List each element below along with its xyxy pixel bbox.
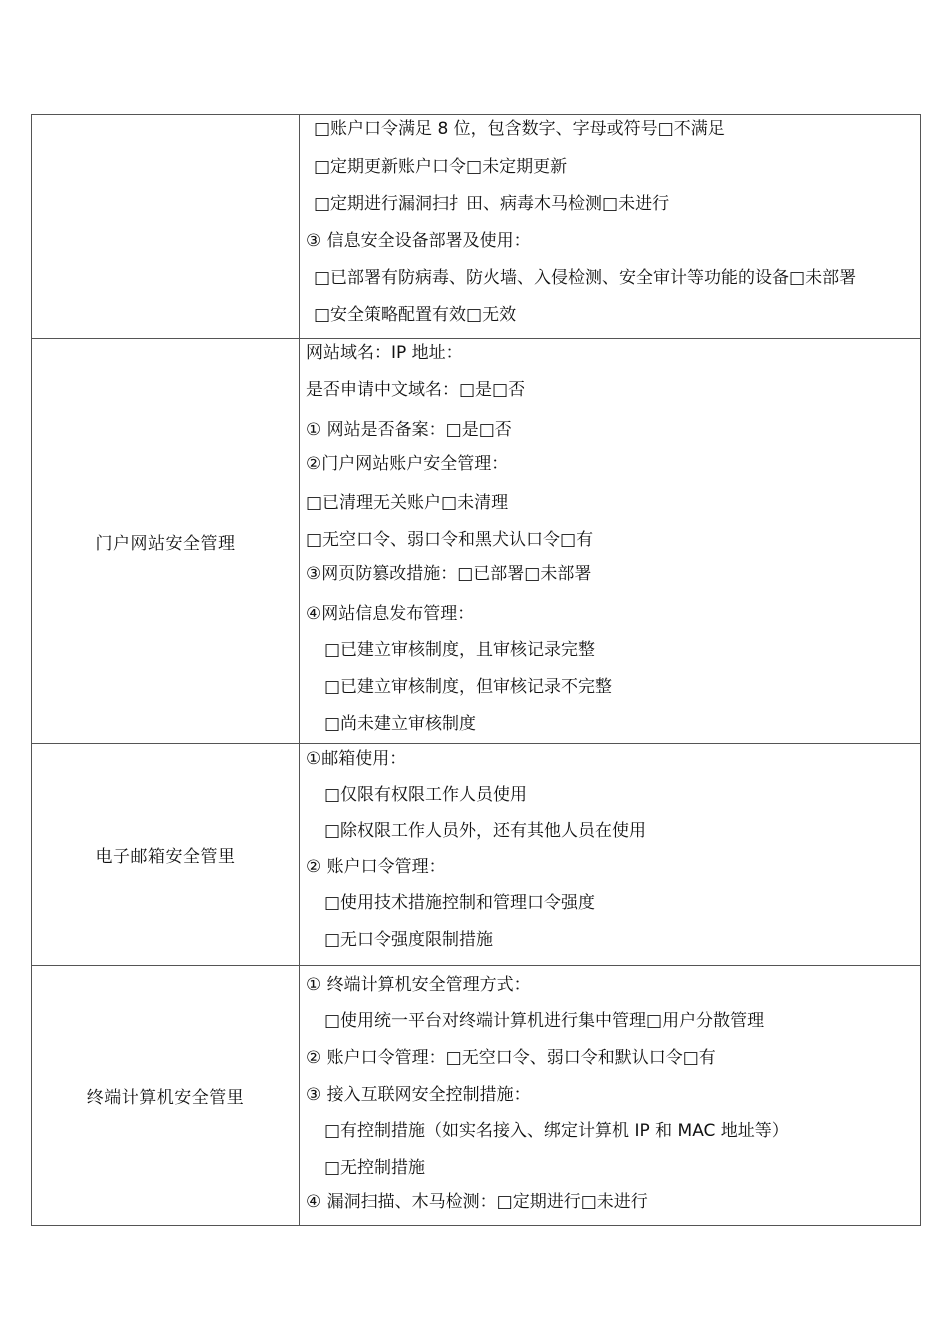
- checklist-line: □使用技术措施控制和管理口令强度: [324, 893, 596, 913]
- checklist-line: ② 账户口令管理：□无空口令、弱口令和默认口令□有: [306, 1048, 716, 1068]
- row-label-email: 电子邮箱安全管里: [32, 744, 300, 966]
- row-label-terminal-computer: 终端计算机安全管里: [32, 966, 300, 1226]
- row-label: [32, 115, 300, 339]
- row-content: [300, 115, 921, 339]
- checklist-line: □无空口令、弱口令和黑犬认口令□有: [306, 530, 594, 550]
- table-row: [32, 115, 921, 339]
- checklist-line: □无控制措施: [324, 1158, 426, 1178]
- checklist-line: 网站域名：IP 地址：: [306, 343, 463, 363]
- checklist-line: 是否申请中文域名：□是□否: [306, 380, 526, 400]
- checklist-line: ①邮箱使用：: [306, 749, 407, 769]
- checklist-line: ① 终端计算机安全管理方式：: [306, 975, 531, 995]
- table-row: [32, 744, 921, 966]
- checklist-line: □有控制措施（如实名接入、绑定计算机 IP 和 MAC 地址等）: [324, 1121, 789, 1141]
- checklist-line: □仅限有权限工作人员使用: [324, 785, 528, 805]
- checklist-line: □已清理无关账户□未清理: [306, 493, 509, 513]
- checklist-line: ① 网站是否备案：□是□否: [306, 420, 512, 440]
- checklist-line: ②门户网站账户安全管理：: [306, 454, 509, 474]
- security-checklist-table: [31, 114, 921, 1226]
- checklist-line: □安全策略配置有效□无效: [314, 305, 517, 325]
- checklist-line: □使用统一平台对终端计算机进行集中管理□用户分散管理: [324, 1011, 765, 1031]
- checklist-line: □除权限工作人员外，还有其他人员在使用: [324, 821, 647, 841]
- checklist-line: ③ 信息安全设备部署及使用：: [306, 231, 531, 251]
- checklist-line: ③ 接入互联网安全控制措施：: [306, 1085, 531, 1105]
- checklist-line: □已建立审核制度，且审核记录完整: [324, 640, 596, 660]
- checklist-line: ④网站信息发布管理：: [306, 604, 475, 624]
- table-row: [32, 966, 921, 1226]
- table-row: [32, 339, 921, 744]
- checklist-line: ② 账户口令管理：: [306, 857, 446, 877]
- row-label-portal-website: 门户网站安全管理: [32, 339, 300, 744]
- checklist-line: □定期进行漏洞扫扌田、病毒木马检测□未进行: [314, 194, 670, 214]
- checklist-line: ③网页防篡改措施：□已部署□未部署: [306, 564, 592, 584]
- checklist-line: □已建立审核制度，但审核记录不完整: [324, 677, 613, 697]
- checklist-line: ④ 漏洞扫描、木马检测：□定期进行□未进行: [306, 1192, 648, 1212]
- row-content: [300, 339, 921, 744]
- checklist-line: □无口令强度限制措施: [324, 930, 494, 950]
- checklist-line: □已部署有防病毒、防火墙、入侵检测、安全审计等功能的设备□未部署: [314, 268, 857, 288]
- row-content: [300, 744, 921, 966]
- checklist-line: □尚未建立审核制度: [324, 714, 477, 734]
- checklist-line: □定期更新账户口令□未定期更新: [314, 157, 568, 177]
- row-content: [300, 966, 921, 1226]
- checklist-line: □账户口令满足 8 位，包含数字、字母或符号□不满足: [314, 119, 725, 139]
